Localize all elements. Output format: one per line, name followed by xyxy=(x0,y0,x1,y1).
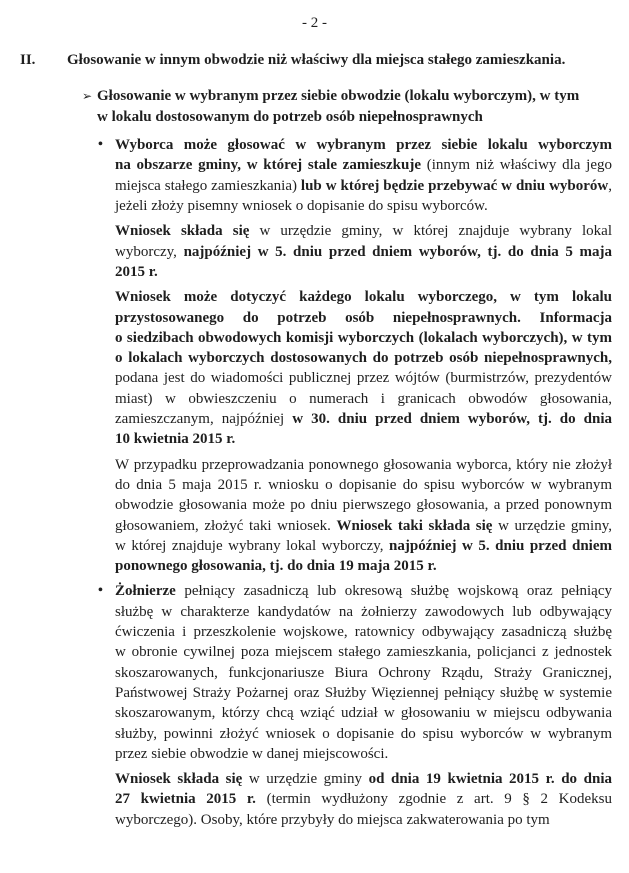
bullet-content xyxy=(115,581,612,835)
paragraph xyxy=(115,769,612,830)
section-heading xyxy=(20,50,612,71)
bullet-item xyxy=(98,581,612,835)
text-run: Wniosek może dotyczyć każdego lokalu wyborczego, w tym lokalu przystosowanego do potrzeb osób niepełnosprawnych. Informacja o siedzibach obwodowych komisji wyborczych (lokalach wyborczych), w tym o lokalach wyborczych dostosowanych do potrzeb osób niepełnosprawnych, xyxy=(115,289,612,367)
paragraph xyxy=(115,455,612,577)
text-run: najpóźniej w 5. dniu przed dniem wyborów, tj. do dnia 5 maja 2015 r. xyxy=(115,243,613,280)
subsection-title: Głosowanie w wybranym przez siebie obwodzie (lokalu wyborczym), w tym w lokalu dostosowanym do potrzeb osób niepełnosprawnych xyxy=(97,88,580,125)
text-run: W przypadku przeprowadzania ponownego głosowania wyborca, który nie złożył do dnia 5 maja 2015 r. wniosku o dopisanie do spisu wyborców w wybranym obwodzie głosowania może po dniu pierwszego głosowania, a przed ponownym głosowaniem, złożyć taki wniosek. xyxy=(115,456,612,534)
text-run: w urzędzie gminy, w której znajduje wybrany lokal wyborczy, xyxy=(115,517,612,554)
bullet-dot-icon: • xyxy=(98,137,103,153)
text-run: w urzędzie gminy, w której znajduje wybrany lokal wyborczy, xyxy=(115,223,613,260)
text-run: w urzędzie gminy xyxy=(248,771,369,788)
text-run: lub w której będzie przebywać w dniu wyborów xyxy=(300,177,609,194)
bullet-item xyxy=(98,135,612,581)
subsection-heading xyxy=(82,86,612,127)
paragraph xyxy=(115,221,612,282)
section-numeral: II. xyxy=(20,52,36,68)
text-run: Żołnierze xyxy=(115,583,185,600)
text-run: Wniosek taki składa się xyxy=(336,517,499,534)
paragraph xyxy=(115,581,612,764)
paragraph xyxy=(115,287,612,449)
arrow-bullet-icon: ➢ xyxy=(82,89,93,103)
text-run: , jeżeli złoży pisemny wniosek o dopisanie do spisu wyborców. xyxy=(115,177,612,215)
bullet-content xyxy=(115,135,612,581)
paragraph xyxy=(115,135,612,216)
text-run: najpóźniej w 5. dniu przed dniem ponownego głosowania, tj. do dnia 19 maja 2015 r. xyxy=(115,537,612,575)
text-run: Wniosek składa się xyxy=(115,771,249,788)
text-run: pełniący zasadniczą lub okresową służbę wojskową oraz pełniący służbę w charakterze kandydatów na żołnierzy zawodowych lub odbywający ćwiczenia i przeszkolenie wojskowe, ratownicy odbywający zasadniczą służbę w obronie cywilnej poza miejscem stałego zamieszkania, policjanci z jednostek skoszarowanych, funkcjonariusze Biura Ochrony Rządu, Straży Granicznej, Państwowej Straży Pożarnej oraz Służby Więziennej pełniący służbę w systemie skoszarowanym, którzy chcą wziąć udział w głosowaniu w miejscu odbywania służby, powinni złożyć wniosek o dopisanie do spisu wyborców w wybranym przez siebie obwodzie w danej miejscowości. xyxy=(115,583,612,762)
page-number: - 2 - xyxy=(302,15,327,31)
text-run: od dnia 19 kwietnia 2015 r. do dnia 27 kwietnia 2015 r. xyxy=(115,771,612,808)
text-run: podana jest do wiadomości publicznej przez wójtów (burmistrzów, prezydentów miast) w obwieszczeniu o numerach i granicach obwodów głosowania, zamieszczanym, najpóźniej xyxy=(115,370,612,428)
text-run: Wyborca może głosować w wybranym przez siebie lokalu wyborczym na obszarze gminy, w której stale zamieszkuje xyxy=(115,137,612,174)
text-run: (innym niż właściwy dla jego miejsca stałego zamieszkania) xyxy=(115,157,612,194)
text-run: (termin wydłużony zgodnie z art. 9 § 2 Kodeksu wyborczego). Osoby, które przybyły do miejsca zakwaterowania po tym xyxy=(115,791,612,828)
bullet-list xyxy=(98,135,612,835)
bullet-dot-icon: • xyxy=(98,583,103,599)
text-run: Wniosek składa się xyxy=(115,223,260,240)
section-title: Głosowanie w innym obwodzie niż właściwy dla miejsca stałego zamieszkania. xyxy=(67,52,566,68)
text-run: w 30. dniu przed dniem wyborów, tj. do dnia 10 kwietnia 2015 r. xyxy=(115,411,612,448)
